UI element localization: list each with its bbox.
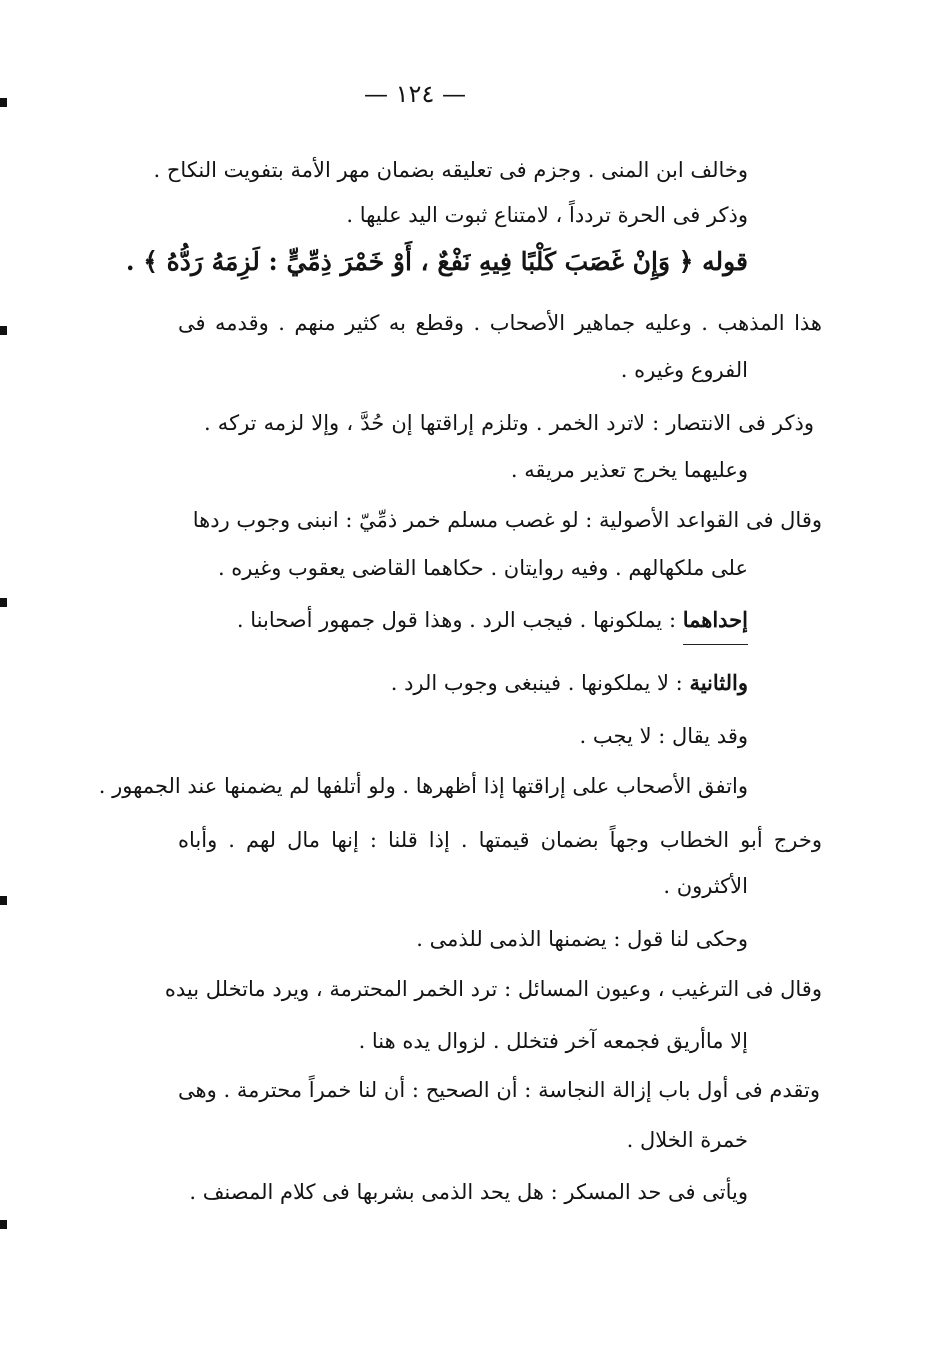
text-line: الأكثرون . bbox=[663, 874, 748, 898]
text-line: وعليهما يخرج تعذير مريقه . bbox=[510, 458, 748, 482]
text-line: وقال فى القواعد الأصولية : لو غصب مسلم خمر ذمِّيّ : انبنى وجوب ردها bbox=[192, 508, 822, 532]
text-line bbox=[188, 600, 748, 645]
term-first: إحداهما bbox=[683, 600, 748, 645]
text-line: هذا المذهب . وعليه جماهير الأصحاب . وقطع به كثير منهم . وقدمه فى bbox=[178, 311, 822, 335]
text-line: وذكر فى الحرة تردداً ، لامتناع ثبوت اليد عليها . bbox=[346, 203, 748, 227]
text-line: وخالف ابن المنى . وجزم فى تعليقه بضمان مهر الأمة بتفويت النكاح . bbox=[153, 158, 748, 182]
margin-mark bbox=[0, 896, 7, 905]
text-line: خمرة الخلال . bbox=[626, 1128, 748, 1152]
text-line bbox=[188, 663, 748, 703]
text-line: إلا ماأريق فجمعه آخر فتخلل . لزوال يده هنا . bbox=[358, 1029, 748, 1053]
text-line: وتقدم فى أول باب إزالة النجاسة : أن الصحيح : أن لنا خمراً محترمة . وهى bbox=[178, 1078, 820, 1102]
margin-mark bbox=[0, 598, 7, 607]
text-line: واتفق الأصحاب على إراقتها إذا أظهرها . ولو أتلفها لم يضمنها عند الجمهور . bbox=[98, 774, 748, 798]
margin-mark bbox=[0, 1220, 7, 1229]
page-number: — ١٢٤ — bbox=[364, 80, 466, 108]
text-line: على ملكهالهم . وفيه روايتان . حكاهما القاضى يعقوب وغيره . bbox=[217, 556, 748, 580]
text-line: ويأتى فى حد المسكر : هل يحد الذمى بشربها فى كلام المصنف . bbox=[189, 1180, 748, 1204]
quran-quote: قوله ﴿ وَإِنْ غَصَبَ كَلْبًا فِيهِ نَفْعٌ ، أَوْ خَمْرَ ذِمِّيٍّ : لَزِمَهُ رَدُّهُ ﴾ . bbox=[125, 247, 748, 276]
margin-mark bbox=[0, 98, 7, 107]
term-second: والثانية bbox=[689, 670, 748, 695]
term-second-text: : لا يملكونها . فينبغى وجوب الرد . bbox=[390, 671, 690, 695]
text-line: وذكر فى الانتصار : لاترد الخمر . وتلزم إراقتها إن حُدَّ ، وإلا لزمه تركه . bbox=[204, 411, 814, 435]
text-line: وقد يقال : لا يجب . bbox=[579, 724, 748, 748]
margin-mark bbox=[0, 326, 7, 335]
text-line: الفروع وغيره . bbox=[620, 358, 748, 382]
term-first-text: : يملكونها . فيجب الرد . وهذا قول جمهور أصحابنا . bbox=[236, 608, 683, 632]
text-line: وخرج أبو الخطاب وجهاً بضمان قيمتها . إذا قلنا : إنها مال لهم . وأباه bbox=[178, 828, 822, 852]
text-line: وقال فى الترغيب ، وعيون المسائل : ترد الخمر المحترمة ، ويرد ماتخلل بيده bbox=[164, 977, 822, 1001]
text-line: وحكى لنا قول : يضمنها الذمى للذمى . bbox=[416, 927, 748, 951]
